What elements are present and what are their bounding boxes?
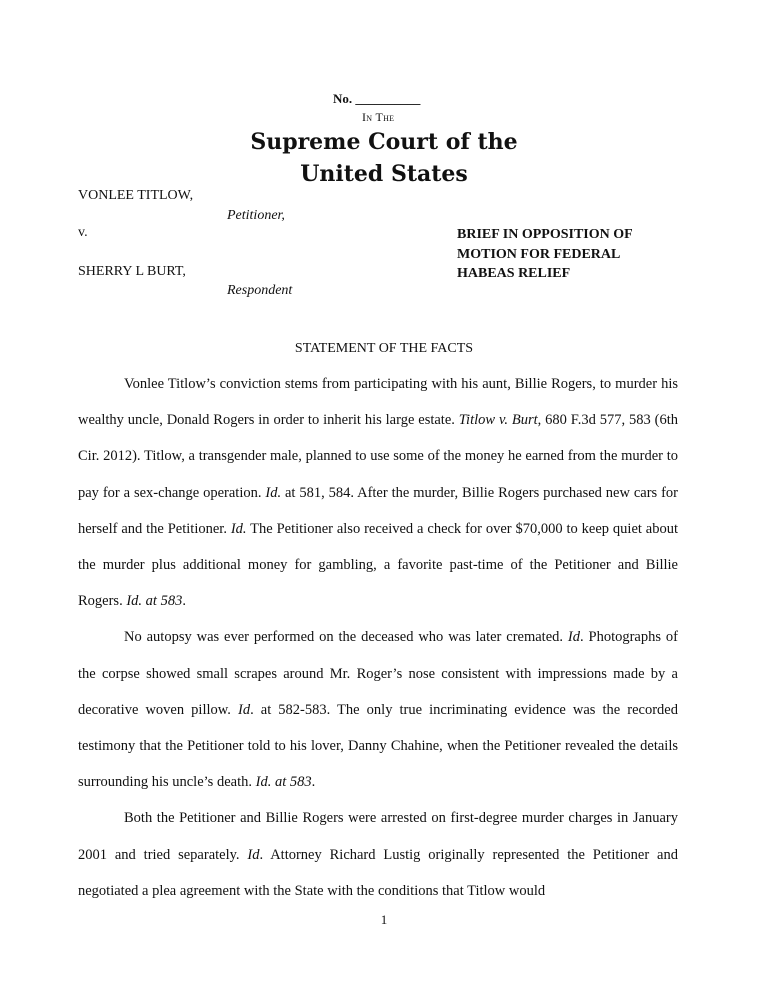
citation: Titlow v. Burt [458, 412, 538, 429]
brief-title-line-1: BRIEF IN OPPOSITION OF [457, 227, 633, 242]
citation: Id [247, 846, 260, 863]
citation: Id. [265, 484, 282, 501]
docket-number: No. __________ [333, 91, 421, 106]
respondent-name: SHERRY L BURT, [78, 264, 186, 279]
respondent-role: Respondent [227, 283, 293, 298]
court-name-line-1: Supreme Court of the [250, 129, 518, 155]
paragraph [78, 800, 678, 909]
text-run: . at 582-583. The only true incriminating evidence was the recorded testimony that the Petitioner told to his lover, Danny Chahine, when the Petitioner revealed the details surrounding his uncle’s death. [78, 701, 678, 791]
text-run: . [311, 774, 316, 791]
petitioner-role: Petitioner, [227, 208, 285, 223]
brief-title [457, 225, 633, 284]
section-heading: STATEMENT OF THE FACTS [294, 341, 474, 356]
citation: Id. at 583 [126, 593, 183, 610]
text-run: . [182, 593, 186, 610]
text-run: . Attorney Richard Lustig originally represented the Petitioner and negotiated a plea agreement with the State with the conditions that Titlow would [78, 846, 678, 899]
text-run: . Photographs of the corpse showed small scrapes around Mr. Roger’s nose consistent with impressions made by a decorative woven pillow. [78, 629, 678, 718]
text-run: Both the Petitioner and Billie Rogers were arrested on first-degree murder charges in January 2001 and tried separately. [78, 810, 678, 863]
citation: Id [567, 629, 580, 646]
body-text [78, 366, 678, 909]
text-run: , 680 F.3d 577, 583 (6th Cir. 2012). Titlow, a transgender male, planned to use some of the money he earned from the murder to pay for a sex-change operation. [78, 412, 678, 501]
citation: Id. at 583 [255, 774, 312, 791]
brief-title-line-2: MOTION FOR FEDERAL [457, 246, 621, 262]
citation: Id [237, 701, 251, 718]
brief-title-line-3: HABEAS RELIEF [457, 266, 571, 281]
court-name-line-2: United States [300, 161, 468, 187]
text-run: The Petitioner also received a check for over $70,000 to keep quiet about the murder plus additional money for gambling, a favorite past-time of the Petitioner and Billie Rogers. [78, 520, 678, 610]
court-name [200, 126, 568, 190]
paragraph [78, 366, 678, 619]
in-the-label: In The [362, 110, 395, 124]
petitioner-name: VONLEE TITLOW, [78, 188, 194, 203]
text-run: at 581, 584. After the murder, Billie Rogers purchased new cars for herself and the Petitioner. [78, 484, 678, 537]
text-run: Vonlee Titlow’s conviction stems from participating with his aunt, Billie Rogers, to murder his wealthy uncle, Donald Rogers in order to inherit his large estate. [78, 376, 678, 429]
citation: Id. [230, 520, 247, 537]
text-run: No autopsy was ever performed on the deceased who was later cremated. [124, 629, 568, 646]
versus-label: v. [78, 225, 88, 240]
page-number: 1 [380, 912, 388, 927]
paragraph [78, 619, 678, 800]
